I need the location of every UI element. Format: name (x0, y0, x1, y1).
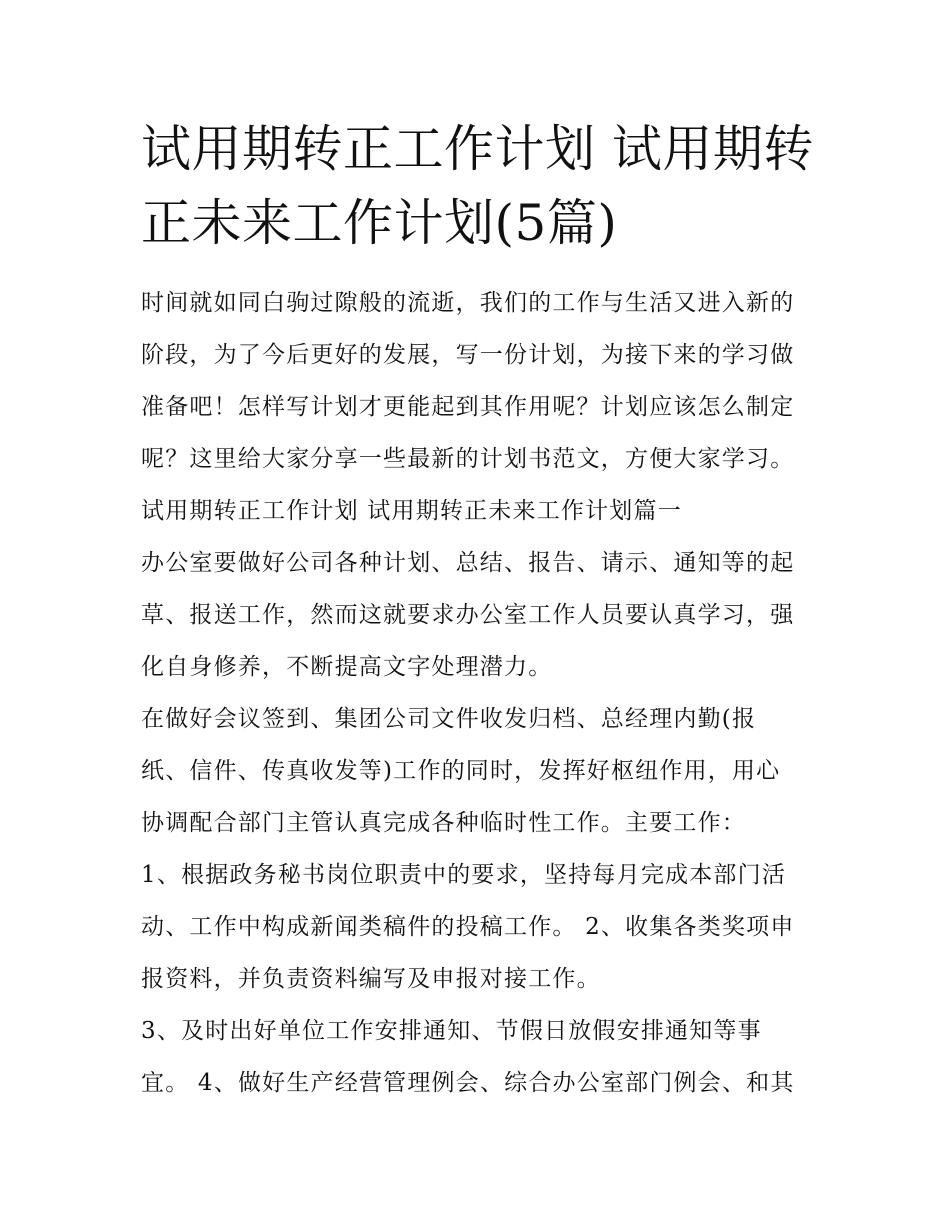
body-line-11: 协调配合部门主管认真完成各种临时性工作。主要工作： (141, 810, 746, 836)
body-line-1: 时间就如同白驹过隙般的流逝，我们的工作与生活又进入新的 (141, 290, 795, 316)
body-line-13: 动、工作中构成新闻类稿件的投稿工作。 2、收集各类奖项申 (141, 914, 795, 940)
title-line-1: 试用期转正工作计划 试用期转 (141, 120, 814, 178)
section-heading: 试用期转正工作计划 试用期转正未来工作计划篇一 (141, 498, 682, 524)
body-line-7: 草、报送工作，然而这就要求办公室工作人员要认真学习，强 (141, 602, 795, 628)
body-line-6: 办公室要做好公司各种计划、总结、报告、请示、通知等的起 (141, 550, 795, 576)
body-line-8: 化自身修养，不断提高文字处理潜力。 (141, 654, 553, 680)
body-line-12: 1、根据政务秘书岗位职责中的要求，坚持每月完成本部门活 (141, 862, 787, 888)
document-body (141, 277, 821, 1109)
body-line-3: 准备吧！怎样写计划才更能起到其作用呢？计划应该怎么制定 (141, 394, 795, 420)
body-line-15: 3、及时出好单位工作安排通知、节假日放假安排通知等事 (141, 1018, 762, 1044)
body-line-16: 宜。 4、做好生产经营管理例会、综合办公室部门例会、和其 (141, 1070, 795, 1096)
body-line-2: 阶段，为了今后更好的发展，写一份计划，为接下来的学习做 (141, 342, 795, 368)
title-line-2: 正未来工作计划(5篇) (141, 194, 618, 252)
document-title (141, 112, 821, 260)
body-line-4: 呢？这里给大家分享一些最新的计划书范文，方便大家学习。 (141, 446, 795, 472)
body-line-14: 报资料，并负责资料编写及申报对接工作。 (141, 966, 601, 992)
body-line-9: 在做好会议签到、集团公司文件收发归档、总经理内勤(报 (141, 706, 757, 732)
body-line-10: 纸、信件、传真收发等)工作的同时，发挥好枢纽作用，用心 (141, 758, 781, 784)
